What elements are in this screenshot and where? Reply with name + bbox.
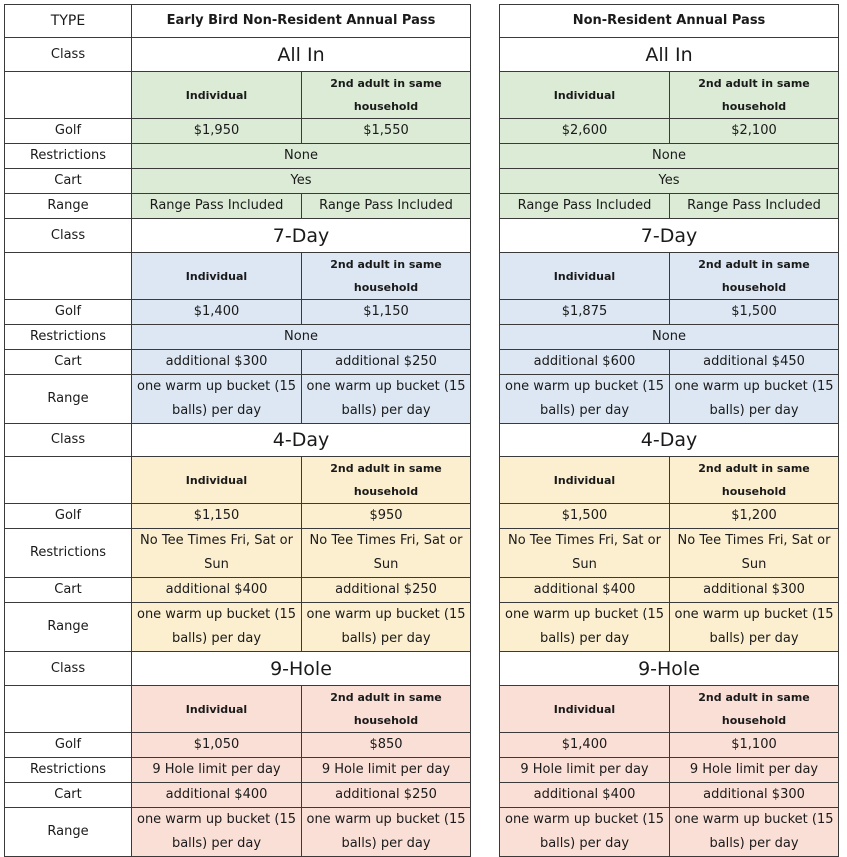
section-9-hole xyxy=(5,652,471,857)
range-individual: Range Pass Included xyxy=(500,194,670,219)
cart-individual: additional $400 xyxy=(132,578,302,603)
individual-header: Individual xyxy=(500,457,670,504)
individual-header: Individual xyxy=(132,253,302,300)
cart-label: Cart xyxy=(5,578,132,603)
range-label: Range xyxy=(5,194,132,219)
early-bird-pass-table xyxy=(4,4,471,857)
second-adult-header: 2nd adult in same household xyxy=(670,457,839,504)
restrictions-individual: No Tee Times Fri, Sat or Sun xyxy=(132,529,302,578)
golf-second-adult-price: $850 xyxy=(302,733,471,758)
second-adult-header: 2nd adult in same household xyxy=(302,686,471,733)
class-label: Class xyxy=(5,652,132,686)
golf-second-adult-price: $1,550 xyxy=(302,119,471,144)
section-all-in xyxy=(5,38,471,219)
range-individual: Range Pass Included xyxy=(132,194,302,219)
class-name: 4-Day xyxy=(500,424,839,457)
cart-individual: additional $400 xyxy=(500,783,670,808)
class-name: 4-Day xyxy=(132,424,471,457)
cart-value: Yes xyxy=(132,169,471,194)
blank-label-cell xyxy=(5,686,132,733)
individual-header: Individual xyxy=(500,72,670,119)
section-all-in xyxy=(500,38,839,219)
cart-individual: additional $300 xyxy=(132,350,302,375)
golf-second-adult-price: $1,200 xyxy=(670,504,839,529)
restrictions-value: None xyxy=(132,325,471,350)
class-name: All In xyxy=(132,38,471,72)
individual-header: Individual xyxy=(132,72,302,119)
second-adult-header: 2nd adult in same household xyxy=(302,253,471,300)
class-label: Class xyxy=(5,219,132,253)
range-individual: one warm up bucket (15 balls) per day xyxy=(132,375,302,424)
restrictions-label: Restrictions xyxy=(5,529,132,578)
pass-title: Early Bird Non-Resident Annual Pass xyxy=(132,5,471,38)
cart-individual: additional $400 xyxy=(500,578,670,603)
restrictions-second-adult: 9 Hole limit per day xyxy=(670,758,839,783)
range-second-adult: one warm up bucket (15 balls) per day xyxy=(302,808,471,857)
range-individual: one warm up bucket (15 balls) per day xyxy=(500,603,670,652)
individual-header: Individual xyxy=(132,686,302,733)
range-second-adult: one warm up bucket (15 balls) per day xyxy=(302,603,471,652)
individual-header: Individual xyxy=(132,457,302,504)
restrictions-second-adult: No Tee Times Fri, Sat or Sun xyxy=(670,529,839,578)
class-label: Class xyxy=(5,424,132,457)
range-label: Range xyxy=(5,603,132,652)
range-second-adult: one warm up bucket (15 balls) per day xyxy=(670,808,839,857)
cart-second-adult: additional $300 xyxy=(670,578,839,603)
cart-individual: additional $400 xyxy=(132,783,302,808)
restrictions-value: None xyxy=(500,325,839,350)
golf-individual-price: $1,500 xyxy=(500,504,670,529)
restrictions-value: None xyxy=(500,144,839,169)
golf-individual-price: $1,400 xyxy=(132,300,302,325)
section-9-hole xyxy=(500,652,839,857)
golf-second-adult-price: $2,100 xyxy=(670,119,839,144)
cart-value: Yes xyxy=(500,169,839,194)
range-label: Range xyxy=(5,808,132,857)
class-name: 9-Hole xyxy=(500,652,839,686)
cart-second-adult: additional $250 xyxy=(302,578,471,603)
range-second-adult: Range Pass Included xyxy=(670,194,839,219)
golf-label: Golf xyxy=(5,504,132,529)
restrictions-individual: 9 Hole limit per day xyxy=(132,758,302,783)
class-label: Class xyxy=(5,38,132,72)
golf-label: Golf xyxy=(5,733,132,758)
cart-label: Cart xyxy=(5,169,132,194)
golf-individual-price: $1,950 xyxy=(132,119,302,144)
golf-individual-price: $1,150 xyxy=(132,504,302,529)
restrictions-individual: No Tee Times Fri, Sat or Sun xyxy=(500,529,670,578)
range-second-adult: one warm up bucket (15 balls) per day xyxy=(302,375,471,424)
section-4-day xyxy=(500,424,839,652)
range-second-adult: one warm up bucket (15 balls) per day xyxy=(670,603,839,652)
golf-individual-price: $1,050 xyxy=(132,733,302,758)
restrictions-label: Restrictions xyxy=(5,144,132,169)
golf-second-adult-price: $1,150 xyxy=(302,300,471,325)
cart-second-adult: additional $450 xyxy=(670,350,839,375)
restrictions-individual: 9 Hole limit per day xyxy=(500,758,670,783)
non-resident-pass-table xyxy=(499,4,839,857)
cart-label: Cart xyxy=(5,350,132,375)
blank-label-cell xyxy=(5,457,132,504)
golf-label: Golf xyxy=(5,119,132,144)
golf-individual-price: $1,400 xyxy=(500,733,670,758)
class-name: 7-Day xyxy=(500,219,839,253)
golf-label: Golf xyxy=(5,300,132,325)
blank-label-cell xyxy=(5,253,132,300)
golf-second-adult-price: $1,100 xyxy=(670,733,839,758)
golf-individual-price: $2,600 xyxy=(500,119,670,144)
cart-second-adult: additional $250 xyxy=(302,350,471,375)
individual-header: Individual xyxy=(500,686,670,733)
cart-second-adult: additional $250 xyxy=(302,783,471,808)
range-second-adult: Range Pass Included xyxy=(302,194,471,219)
range-individual: one warm up bucket (15 balls) per day xyxy=(132,603,302,652)
class-name: All In xyxy=(500,38,839,72)
class-name: 7-Day xyxy=(132,219,471,253)
second-adult-header: 2nd adult in same household xyxy=(302,72,471,119)
cart-label: Cart xyxy=(5,783,132,808)
restrictions-value: None xyxy=(132,144,471,169)
individual-header: Individual xyxy=(500,253,670,300)
second-adult-header: 2nd adult in same household xyxy=(670,72,839,119)
cart-individual: additional $600 xyxy=(500,350,670,375)
golf-second-adult-price: $950 xyxy=(302,504,471,529)
golf-second-adult-price: $1,500 xyxy=(670,300,839,325)
second-adult-header: 2nd adult in same household xyxy=(302,457,471,504)
range-individual: one warm up bucket (15 balls) per day xyxy=(132,808,302,857)
pass-title: Non-Resident Annual Pass xyxy=(500,5,839,38)
range-label: Range xyxy=(5,375,132,424)
blank-label-cell xyxy=(5,72,132,119)
range-second-adult: one warm up bucket (15 balls) per day xyxy=(670,375,839,424)
type-label: TYPE xyxy=(5,5,132,38)
cart-second-adult: additional $300 xyxy=(670,783,839,808)
second-adult-header: 2nd adult in same household xyxy=(670,253,839,300)
restrictions-label: Restrictions xyxy=(5,325,132,350)
restrictions-second-adult: No Tee Times Fri, Sat or Sun xyxy=(302,529,471,578)
range-individual: one warm up bucket (15 balls) per day xyxy=(500,375,670,424)
section-4-day xyxy=(5,424,471,652)
restrictions-label: Restrictions xyxy=(5,758,132,783)
range-individual: one warm up bucket (15 balls) per day xyxy=(500,808,670,857)
second-adult-header: 2nd adult in same household xyxy=(670,686,839,733)
golf-individual-price: $1,875 xyxy=(500,300,670,325)
section-7-day xyxy=(5,219,471,424)
section-7-day xyxy=(500,219,839,424)
class-name: 9-Hole xyxy=(132,652,471,686)
restrictions-second-adult: 9 Hole limit per day xyxy=(302,758,471,783)
